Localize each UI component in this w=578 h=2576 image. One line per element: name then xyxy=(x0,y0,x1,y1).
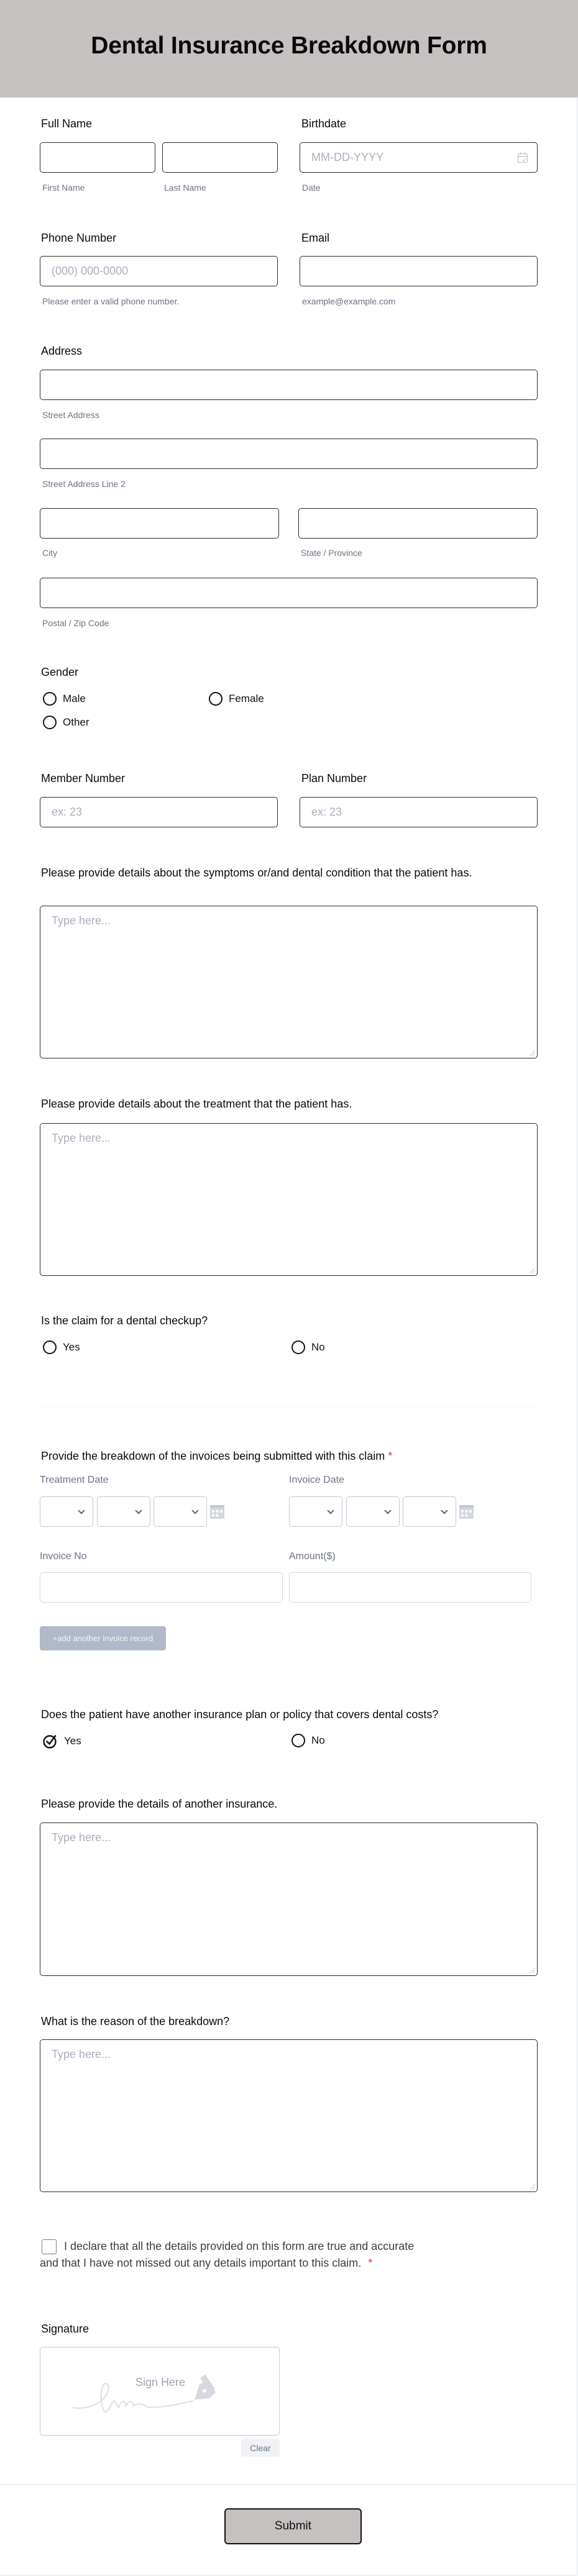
radio-icon[interactable] xyxy=(43,716,57,729)
first-name-input[interactable] xyxy=(40,142,155,173)
email-label: Email xyxy=(301,232,330,244)
chevron-down-icon xyxy=(441,1507,447,1514)
zip-sublabel: Postal / Zip Code xyxy=(42,618,109,628)
invoice-date-label: Invoice Date xyxy=(289,1475,344,1485)
reason-textarea[interactable] xyxy=(40,2039,538,2192)
treatment-year-select[interactable] xyxy=(154,1496,207,1527)
signature-label: Signature xyxy=(41,2323,89,2335)
street-address-2-input[interactable] xyxy=(40,439,538,469)
radio-icon[interactable] xyxy=(291,1340,305,1354)
radio-icon[interactable] xyxy=(43,1340,57,1354)
treatment-date-label: Treatment Date xyxy=(40,1475,109,1485)
treatment-day-select[interactable] xyxy=(97,1496,150,1527)
declaration-line2: and that I have not missed out any details important to this claim. * xyxy=(40,2257,373,2269)
birthdate-input[interactable] xyxy=(300,142,538,173)
reason-placeholder: Type here... xyxy=(52,2048,111,2060)
treatment-placeholder: Type here... xyxy=(52,1132,111,1144)
invoice-year-select[interactable] xyxy=(403,1496,456,1527)
invoice-day-select[interactable] xyxy=(346,1496,400,1527)
street-address-sublabel: Street Address xyxy=(42,410,99,420)
required-mark: * xyxy=(368,2257,373,2269)
street-address-2-sublabel: Street Address Line 2 xyxy=(42,479,126,489)
other-insurance-option-no[interactable]: No xyxy=(291,1734,325,1747)
declaration-line1: I declare that all the details provided on this form are true and accurate xyxy=(64,2240,415,2252)
chevron-down-icon xyxy=(327,1507,334,1514)
amount-label: Amount($) xyxy=(289,1551,336,1562)
member-number-input[interactable] xyxy=(40,797,278,827)
form-header xyxy=(0,0,578,98)
full-name-label: Full Name xyxy=(41,117,93,130)
resize-handle-icon[interactable] xyxy=(530,2184,535,2190)
add-invoice-record-button[interactable]: +add another invoice record xyxy=(40,1626,166,1650)
signature-pen-icon xyxy=(71,2373,252,2417)
resize-handle-icon[interactable] xyxy=(530,1968,535,1973)
reason-label: What is the reason of the breakdown? xyxy=(41,2015,230,2028)
calendar-icon[interactable] xyxy=(210,1505,224,1519)
member-number-label: Member Number xyxy=(41,772,126,785)
first-name-sublabel: First Name xyxy=(42,183,85,193)
gender-option-female[interactable]: Female xyxy=(209,692,264,706)
phone-placeholder: (000) 000-0000 xyxy=(52,265,129,277)
invoice-no-label: Invoice No xyxy=(40,1551,87,1562)
other-insurance-details-label: Please provide the details of another insurance. xyxy=(41,1798,278,1810)
checkup-option-no[interactable]: No xyxy=(291,1340,325,1354)
calendar-icon[interactable] xyxy=(459,1505,474,1519)
gender-option-male[interactable]: Male xyxy=(43,692,86,706)
other-insurance-details-textarea[interactable] xyxy=(40,1823,538,1976)
treatment-month-select[interactable] xyxy=(40,1496,93,1527)
zip-input[interactable] xyxy=(40,578,538,608)
symptoms-label: Please provide details about the symptoms or/and dental condition that the patient has. xyxy=(41,867,472,879)
other-insurance-option-yes[interactable]: Yes xyxy=(43,1734,81,1749)
state-input[interactable] xyxy=(298,508,538,539)
treatment-label: Please provide details about the treatment that the patient has. xyxy=(41,1098,352,1110)
city-sublabel: City xyxy=(42,548,58,558)
clear-signature-button[interactable]: Clear xyxy=(241,2439,280,2457)
section-divider xyxy=(40,1406,538,1407)
declaration-checkbox[interactable] xyxy=(42,2239,57,2254)
address-label: Address xyxy=(41,345,83,357)
radio-checked-icon[interactable] xyxy=(43,1734,58,1749)
chevron-down-icon xyxy=(191,1507,198,1514)
radio-icon[interactable] xyxy=(209,692,222,706)
birthdate-label: Birthdate xyxy=(301,117,347,130)
email-input[interactable] xyxy=(300,256,538,286)
symptoms-textarea[interactable] xyxy=(40,906,538,1058)
invoice-no-input[interactable] xyxy=(40,1572,283,1603)
last-name-sublabel: Last Name xyxy=(164,183,206,193)
street-address-input[interactable] xyxy=(40,370,538,400)
state-sublabel: State / Province xyxy=(301,548,362,558)
radio-icon[interactable] xyxy=(291,1734,305,1747)
member-number-placeholder: ex: 23 xyxy=(52,806,83,818)
phone-input[interactable] xyxy=(40,256,278,286)
invoices-label: Provide the breakdown of the invoices being submitted with this claim * xyxy=(41,1450,393,1462)
resize-handle-icon[interactable] xyxy=(530,1050,535,1056)
required-mark: * xyxy=(388,1450,393,1462)
plan-number-label: Plan Number xyxy=(301,772,367,785)
symptoms-placeholder: Type here... xyxy=(52,914,111,927)
checkup-option-yes[interactable]: Yes xyxy=(43,1340,80,1354)
gender-option-other[interactable]: Other xyxy=(43,716,89,729)
invoice-month-select[interactable] xyxy=(289,1496,342,1527)
other-insurance-placeholder: Type here... xyxy=(52,1831,111,1844)
treatment-textarea[interactable] xyxy=(40,1123,538,1276)
plan-number-placeholder: ex: 23 xyxy=(311,806,342,818)
birthdate-sublabel: Date xyxy=(302,183,321,193)
calendar-icon[interactable] xyxy=(517,152,528,164)
phone-label: Phone Number xyxy=(41,232,117,244)
city-input[interactable] xyxy=(40,508,279,539)
other-insurance-label: Does the patient have another insurance plan or policy that covers dental costs? xyxy=(41,1708,439,1721)
chevron-down-icon xyxy=(135,1507,142,1514)
birthdate-placeholder: MM-DD-YYYY xyxy=(311,151,383,163)
chevron-down-icon xyxy=(78,1507,85,1514)
resize-handle-icon[interactable] xyxy=(530,1268,535,1273)
email-sublabel: example@example.com xyxy=(302,296,396,306)
footer-divider xyxy=(0,2484,578,2485)
radio-icon[interactable] xyxy=(43,692,57,706)
gender-label: Gender xyxy=(41,666,79,678)
amount-input[interactable] xyxy=(289,1572,531,1603)
plan-number-input[interactable] xyxy=(300,797,538,827)
last-name-input[interactable] xyxy=(162,142,278,173)
signature-placeholder: Sign Here xyxy=(135,2376,186,2388)
signature-pad[interactable] xyxy=(40,2347,280,2436)
form-title: Dental Insurance Breakdown Form xyxy=(91,32,487,59)
chevron-down-icon xyxy=(384,1507,391,1514)
checkup-label: Is the claim for a dental checkup? xyxy=(41,1314,208,1327)
phone-sublabel: Please enter a valid phone number. xyxy=(42,296,180,306)
submit-button[interactable]: Submit xyxy=(224,2508,362,2544)
